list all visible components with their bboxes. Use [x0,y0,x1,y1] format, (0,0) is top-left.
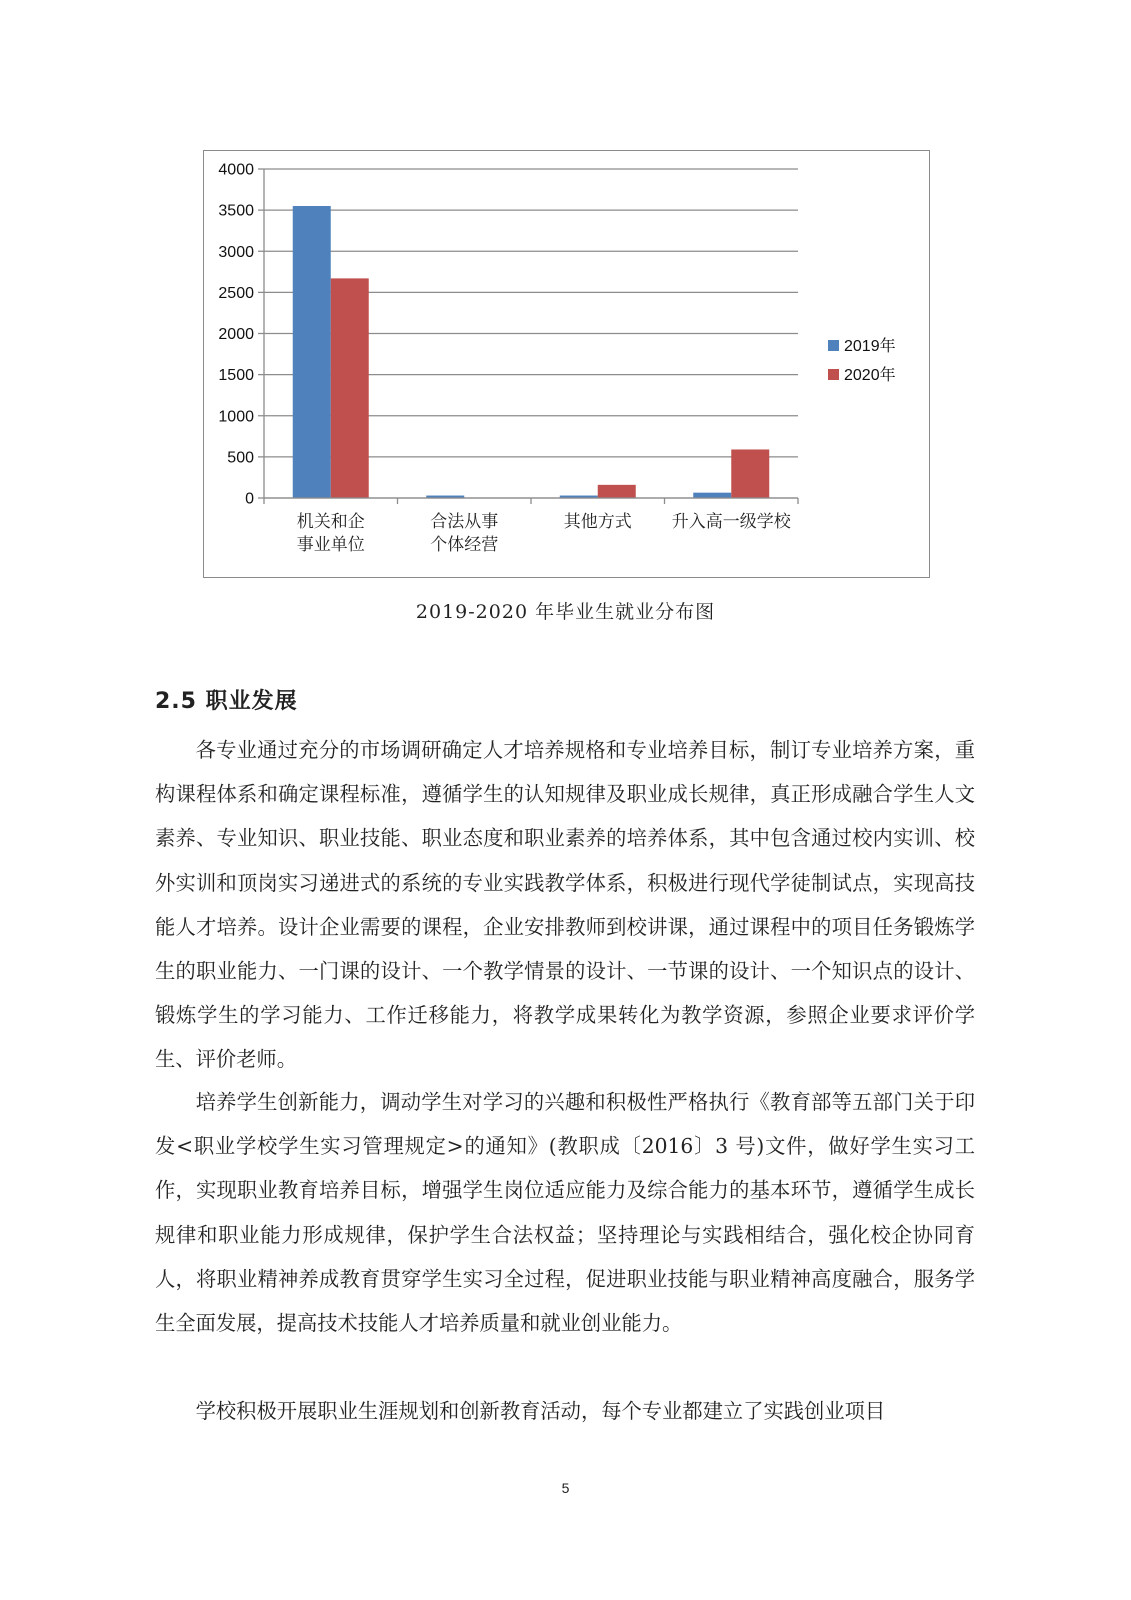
legend-swatch-1 [828,369,839,380]
y-tick-label: 1500 [218,367,254,385]
figure-caption: 2019-2020 年毕业生就业分布图 [415,601,716,623]
legend-swatch-0 [828,340,839,351]
bar-1-0 [331,278,369,498]
bar-0-0 [293,206,331,498]
y-tick-label: 3500 [218,202,254,220]
body-paragraph-3: 学校积极开展职业生涯规划和创新教育活动，每个专业都建立了实践创业项目 [195,1399,886,1423]
y-tick-label: 500 [227,449,254,467]
category-label: 合法从事 [430,512,499,532]
legend-label-0: 2019年 [844,338,896,355]
body-paragraph-1: 各专业通过充分的市场调研确定人才培养规格和专业培养目标，制订专业培养方案，重构课程体系和确定课程标准，遵循学生的认知规律及职业成长规律，真正形成融合学生人文素养、专业知识、职业技能、职业态度和职业素养的培养体系，其中包含通过校内实训、校外实训和顶岗实习递进式的系统的专业实践教学体系，积极进行现代学徒制试点，实现高技能人才培养。设计企业需要的课程，企业安排教师到校讲课，通过课程中的项目任务锻炼学生的职业能力、一门课的设计、一个教学情景的设计、一节课的设计、一个知识点的设计、锻炼学生的学习能力、工作迁移能力，将教学成果转化为教学资源，参照企业要求评价学生、评价老师。 [155,738,975,1072]
category-label: 个体经营 [430,535,499,555]
category-label: 事业单位 [296,535,365,555]
y-tick-label: 2000 [218,326,254,343]
body-paragraph-2: 培养学生创新能力，调动学生对学习的兴趣和积极性严格执行《教育部等五部门关于印发<职业学校学生实习管理规定>的通知》(教职成〔2016〕3 号)文件，做好学生实习工作，实现职业教育培养目标，增强学生岗位适应能力及综合能力的基本环节，遵循学生成长规律和职业能力形成规律，保护学生合法权益；坚持理论与实践相结合，强化校企协同育人，将职业精神养成教育贯穿学生实习全过程，促进职业技能与职业精神高度融合，服务学生全面发展，提高技术技能人才培养质量和就业创业能力。 [155,1090,975,1336]
y-tick-label: 4000 [218,161,254,179]
bar-0-3 [693,493,731,498]
y-tick-label: 3000 [218,243,254,261]
bar-1-2 [598,485,636,498]
y-tick-label: 2500 [218,284,254,302]
chart [203,150,930,578]
category-label: 升入高一级学校 [671,512,791,532]
section-title: 2.5 职业发展 [155,689,298,714]
page-number: 5 [561,1480,570,1496]
y-tick-label: 1000 [218,408,254,426]
bar-1-3 [731,449,769,498]
legend-label-1: 2020年 [844,367,896,384]
bar-chart-svg [204,151,931,579]
category-label: 其他方式 [563,512,632,532]
category-label: 机关和企 [296,512,365,532]
y-tick-label: 0 [245,490,254,508]
